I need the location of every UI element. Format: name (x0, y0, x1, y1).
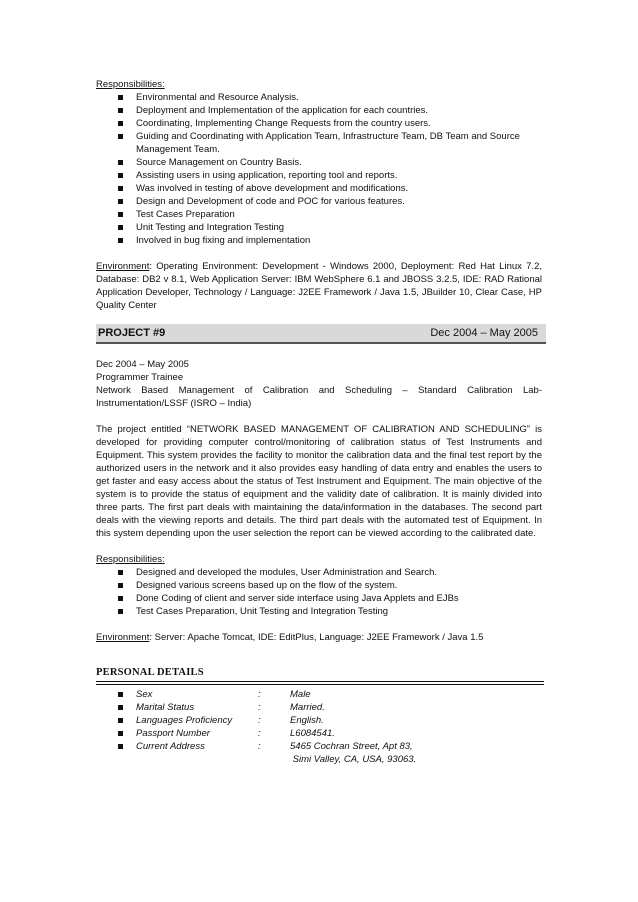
project-dates: Dec 2004 – May 2005 (430, 326, 538, 339)
list-item: Test Cases Preparation (136, 208, 542, 221)
table-row (136, 701, 416, 714)
environment-text: : Server: Apache Tomcat, IDE: EditPlus, Language: J2EE Framework / Java 1.5 (149, 632, 484, 643)
list-item: Design and Development of code and POC for various features. (136, 195, 542, 208)
list-item: Designed various screens based up on the flow of the system. (136, 579, 542, 592)
detail-key: Passport Number (136, 727, 258, 740)
heading-rule-top (96, 681, 544, 682)
responsibilities-list-1 (96, 91, 542, 247)
environment-paragraph-1 (96, 260, 542, 312)
detail-value: 5465 Cochran Street, Apt 83, (290, 741, 413, 752)
personal-details-heading: PERSONAL DETAILS (96, 667, 204, 678)
list-item: Involved in bug fixing and implementation (136, 234, 542, 247)
project-header-bar (96, 324, 546, 344)
list-item: Designed and developed the modules, User Administration and Search. (136, 566, 542, 579)
project-title: PROJECT #9 (98, 326, 166, 339)
project-period: Dec 2004 – May 2005 (96, 359, 189, 370)
table-row (136, 753, 416, 766)
detail-key: Languages Proficiency (136, 714, 258, 727)
responsibilities-list-2 (96, 566, 542, 618)
responsibilities-heading: Responsibilities: (96, 554, 165, 565)
environment-text: : Operating Environment: Development - Windows 2000, Deployment: Red Hat Linux 7.2, Database: DB2 v 8.1, Web Application Server: IBM WebSphere 6.1 and JBOSS 3.2.5, IDE: RAD Rational Application Developer, Technology / Language: J2EE Framework / Java 1.5, JBuilder 10, Clear Case, HP Quality Center (96, 261, 542, 311)
list-item: Unit Testing and Integration Testing (136, 221, 542, 234)
list-item: Guiding and Coordinating with Application Team, Infrastructure Team, DB Team and Source Management Team. (136, 130, 542, 156)
list-item: Deployment and Implementation of the application for each countries. (136, 104, 542, 117)
detail-value: L6084541. (290, 728, 335, 739)
list-item: Source Management on Country Basis. (136, 156, 542, 169)
responsibilities-section-1 (96, 78, 542, 312)
list-item: Coordinating, Implementing Change Requests from the country users. (136, 117, 542, 130)
detail-key-empty (136, 753, 258, 766)
list-item: Test Cases Preparation, Unit Testing and Integration Testing (136, 605, 542, 618)
detail-value: Simi Valley, CA, USA, 93063. (290, 754, 417, 765)
environment-label: Environment (96, 261, 150, 272)
list-item: Assisting users in using application, reporting tool and reports. (136, 169, 542, 182)
detail-colon: : (258, 689, 261, 700)
list-item: Environmental and Resource Analysis. (136, 91, 542, 104)
environment-paragraph-2 (96, 631, 542, 644)
heading-rule-bottom (96, 684, 544, 685)
detail-value: Male (290, 689, 311, 700)
list-item: Done Coding of client and server side interface using Java Applets and EJBs (136, 592, 542, 605)
detail-colon: : (258, 702, 261, 713)
project-description: The project entitled “NETWORK BASED MANAGEMENT OF CALIBRATION AND SCHEDULING” is developed for providing computer control/monitoring of calibration status of Test Instruments and Equipment. This system provides the facility to monitor the calibration data and the final test report by the authorized users in the network and it also provides easy handling of data entry and enables the users to get faster and easy access about the status of Test Instrument and Equipment. The main objective of the system is to provide the status of equipment and the validity date of calibration. It is mainly divided into three parts. The first part deals with maintaining the data/information in the databases. The second part deals with the viewing reports and details. The third part deals with the automated test of Equipment. In this system depending upon the user selection the report can be viewed according to the calibrated date. (96, 424, 542, 539)
project-role: Programmer Trainee (96, 372, 184, 383)
detail-colon (258, 753, 290, 766)
personal-details-table (136, 688, 416, 766)
table-row (136, 740, 416, 753)
table-row (136, 714, 416, 727)
detail-value: Married. (290, 702, 325, 713)
detail-key: Sex (136, 688, 258, 701)
list-item: Was involved in testing of above development and modifications. (136, 182, 542, 195)
detail-value: English. (290, 715, 324, 726)
detail-colon: : (258, 728, 261, 739)
project-name: Network Based Management of Calibration and Scheduling – Standard Calibration Lab-Instrumentation/LSSF (ISRO – India) (96, 385, 542, 409)
environment-label: Environment (96, 632, 150, 643)
table-row (136, 727, 416, 740)
responsibilities-heading: Responsibilities: (96, 79, 165, 90)
detail-key: Marital Status (136, 701, 258, 714)
detail-key: Current Address (136, 740, 258, 753)
detail-colon: : (258, 715, 261, 726)
table-row (136, 688, 416, 701)
detail-colon: : (258, 741, 261, 752)
resume-page (96, 78, 542, 766)
